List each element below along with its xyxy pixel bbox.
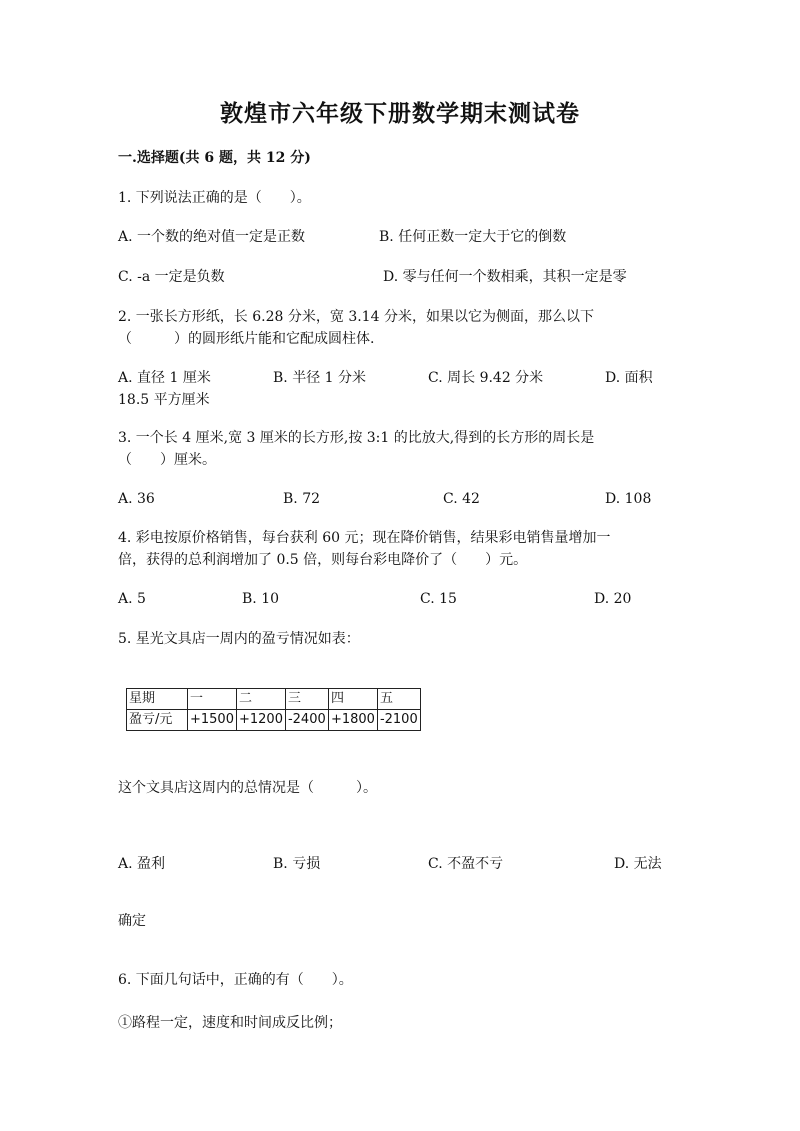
profit-loss-table — [126, 688, 421, 731]
question-2-stem-line2: （ ）的圆形纸片能和它配成圆柱体. — [118, 331, 375, 347]
question-4-option-a: A. 5 — [118, 591, 146, 607]
question-5-option-a: A. 盈利 — [118, 856, 166, 872]
question-2-option-c: C. 周长 9.42 分米 — [428, 370, 544, 386]
question-5-question: 这个文具店这周内的总情况是（ ）。 — [118, 780, 377, 796]
table-row — [127, 710, 421, 731]
page-title: 敦煌市六年级下册数学期末测试卷 — [220, 100, 580, 127]
table-cell: 盈亏/元 — [127, 710, 188, 731]
table-cell: 星期 — [127, 689, 188, 710]
question-2-option-d-cont: 18.5 平方厘米 — [118, 392, 210, 408]
question-5-option-c: C. 不盈不亏 — [428, 856, 504, 872]
question-5-option-d: D. 无法 — [614, 856, 662, 872]
question-2-stem-line1: 2. 一张长方形纸，长 6.28 分米，宽 3.14 分米，如果以它为侧面，那么以下 — [118, 309, 594, 325]
table-cell: -2400 — [285, 710, 328, 731]
question-2-option-b: B. 半径 1 分米 — [273, 370, 366, 386]
question-6-stem: 6. 下面几句话中，正确的有（ ）。 — [118, 972, 353, 988]
question-4-option-d: D. 20 — [594, 591, 632, 607]
table-cell: 一 — [188, 689, 237, 710]
table-cell: -2100 — [377, 710, 420, 731]
question-1-option-d: D. 零与任何一个数相乘，其积一定是零 — [383, 269, 627, 285]
table-cell: +1800 — [328, 710, 377, 731]
question-1-stem: 1. 下列说法正确的是（ ）。 — [118, 190, 311, 206]
table-header-row — [127, 689, 421, 710]
question-3-stem-line2: （ ）厘米。 — [118, 452, 216, 468]
question-3-option-b: B. 72 — [283, 491, 321, 507]
table-cell: 三 — [285, 689, 328, 710]
question-3-option-d: D. 108 — [605, 491, 652, 507]
section-heading: 一.选择题(共 6 题，共 12 分) — [118, 150, 311, 166]
question-5-option-d-cont: 确定 — [118, 913, 146, 929]
question-5-option-b: B. 亏损 — [273, 856, 321, 872]
question-6-item-1: ①路程一定，速度和时间成反比例； — [118, 1015, 342, 1031]
question-3-option-c: C. 42 — [443, 491, 480, 507]
question-2-option-d: D. 面积 — [605, 370, 653, 386]
question-4-option-c: C. 15 — [420, 591, 457, 607]
table-cell: +1500 — [188, 710, 237, 731]
table-cell: 五 — [377, 689, 420, 710]
table-cell: 二 — [236, 689, 285, 710]
question-1-option-a: A. 一个数的绝对值一定是正数 — [118, 229, 306, 245]
question-4-option-b: B. 10 — [242, 591, 280, 607]
question-2-option-a: A. 直径 1 厘米 — [118, 370, 211, 386]
question-1-option-b: B. 任何正数一定大于它的倒数 — [379, 229, 567, 245]
question-1-option-c: C. -a 一定是负数 — [118, 269, 225, 285]
question-3-stem-line1: 3. 一个长 4 厘米,宽 3 厘米的长方形,按 3:1 的比放大,得到的长方形的周长是 — [118, 430, 595, 446]
question-4-stem-line2: 倍，获得的总利润增加了 0.5 倍，则每台彩电降价了（ ）元。 — [118, 552, 528, 568]
table-cell: 四 — [328, 689, 377, 710]
table-cell: +1200 — [236, 710, 285, 731]
question-3-option-a: A. 36 — [118, 491, 155, 507]
question-4-stem-line1: 4. 彩电按原价格销售，每台获利 60 元；现在降价销售，结果彩电销售量增加一 — [118, 530, 611, 546]
question-5-stem: 5. 星光文具店一周内的盈亏情况如表： — [118, 631, 360, 647]
